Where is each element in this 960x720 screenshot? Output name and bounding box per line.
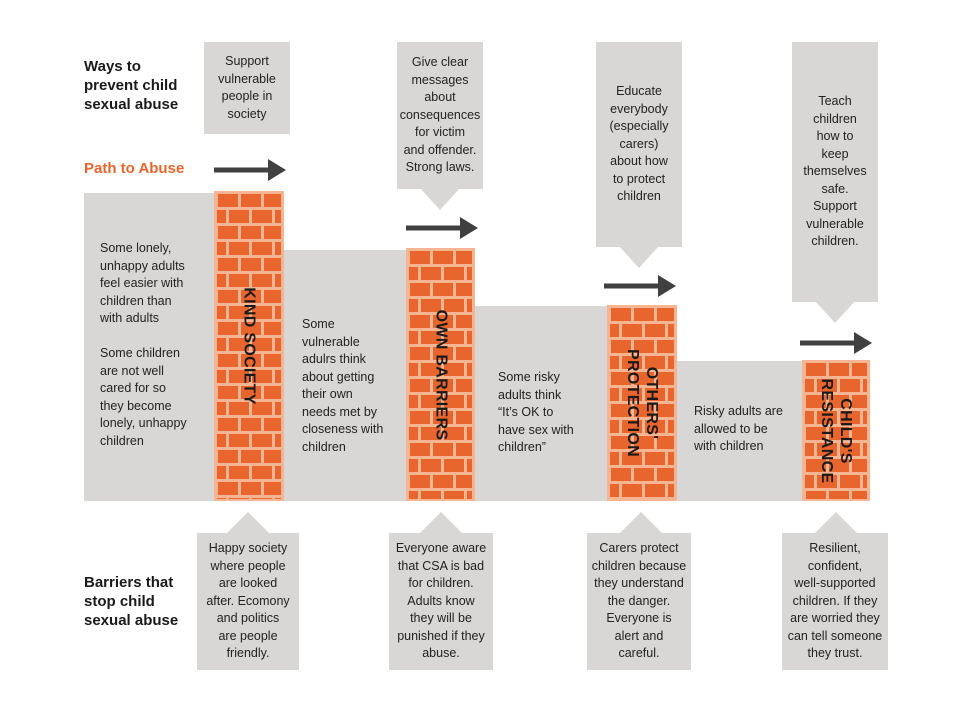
brick [668,420,674,433]
barrier-box-3-pointer [619,512,663,534]
brick [217,434,226,447]
ways-box-2-pointer [420,188,460,212]
wall-label-kind-society: KIND SOCIETY [240,287,258,405]
step-3-text: Some risky adults think “It’s OK to have sex with children” [498,370,574,454]
brick [264,418,281,431]
brick [410,411,430,424]
brick [217,306,226,319]
brick [218,418,238,431]
brick [264,322,281,335]
brick [275,402,281,415]
brick [275,338,281,351]
brick [433,251,453,264]
brick [241,450,261,463]
brick [217,338,226,351]
brick [467,491,472,499]
brick [217,466,226,479]
ways-box-1: Support vulnerable people in society [204,42,290,134]
brick [611,308,631,321]
barrier-box-4-pointer [814,512,858,534]
step-2-text: Some vulnerable adulrs think about getting their own needs met by closeness with children [302,317,384,454]
brick [241,482,261,495]
brick [657,308,674,321]
brick [275,242,281,255]
brick [218,450,238,463]
ways-box-4-pointer [815,301,855,325]
brick [229,210,249,223]
brick [456,283,472,296]
brick [805,411,814,424]
path-arrow-3 [604,273,678,299]
brick [241,194,261,207]
brick [217,402,226,415]
brick [275,498,281,499]
brick [634,468,654,481]
brick [252,210,272,223]
wall-childs-resistance [802,360,870,501]
brick [456,347,472,360]
brick [433,283,453,296]
ways-box-2: Give clear messages about consequences for victim and offender. Strong laws. [397,42,483,189]
brick [806,363,826,376]
brick [410,347,430,360]
brick [421,459,441,472]
brick [409,299,418,312]
brick [657,468,674,481]
brick [622,324,642,337]
brick [264,194,281,207]
brick [264,354,281,367]
brick [456,315,472,328]
barrier-box-2-pointer [419,512,463,534]
brick [275,466,281,479]
brick [668,484,674,497]
brick [252,498,272,499]
brick [217,370,226,383]
brick [252,466,272,479]
brick [409,427,418,440]
brick [467,299,472,312]
brick [456,443,472,456]
brick [409,491,418,499]
brick [410,251,430,264]
brick [467,395,472,408]
brick [218,354,238,367]
brick [410,315,430,328]
ways-box-3-pointer [619,246,659,270]
brick [252,434,272,447]
brick [806,491,826,499]
brick [645,324,665,337]
path-arrow-1 [214,157,288,183]
brick [241,226,261,239]
brick [264,290,281,303]
brick [467,363,472,376]
brick [410,379,430,392]
brick [218,386,238,399]
brick [444,267,464,280]
brick [668,452,674,465]
brick [264,450,281,463]
wall-label-own-barriers: OWN BARRIERS [432,309,449,440]
brick [218,194,238,207]
brick [467,427,472,440]
brick [456,475,472,488]
brick [805,475,814,488]
brick [421,491,441,499]
brick [275,210,281,223]
wall-others-protection [607,305,677,501]
brick [264,258,281,271]
brick [218,226,238,239]
step-4-text: Risky adults are allowed to be with children [694,404,783,453]
brick [433,475,453,488]
brick [863,411,867,424]
brick [456,251,472,264]
brick [668,388,674,401]
brick [852,363,867,376]
brick [444,491,464,499]
brick [217,498,226,499]
brick [863,475,867,488]
brick [229,466,249,479]
brick [610,388,619,401]
brick [409,331,418,344]
wall-label-others-protection: OTHERS' PROTECTION [624,349,660,457]
path-to-abuse-label: Path to Abuse [84,160,185,177]
brick [229,274,249,287]
brick [275,434,281,447]
brick [241,258,261,271]
ways-heading: Ways to prevent child sexual abuse [84,58,179,113]
brick [410,283,430,296]
wall-own-barriers [406,248,475,501]
brick [444,459,464,472]
brick [610,324,619,337]
brick [610,452,619,465]
brick [421,267,441,280]
brick [610,484,619,497]
brick [610,420,619,433]
brick [467,267,472,280]
barrier-box-4: Resilient, confident, well-supported children. If they are worried they can tell someone they trust. [782,533,888,670]
brick [622,484,642,497]
barrier-box-1-pointer [226,512,270,534]
path-arrow-2 [406,215,480,241]
brick [252,242,272,255]
brick [410,443,430,456]
brick [433,443,453,456]
brick [218,482,238,495]
brick [264,226,281,239]
brick [217,274,226,287]
brick [409,459,418,472]
brick [634,308,654,321]
brick [829,491,849,499]
brick [264,482,281,495]
brick [410,475,430,488]
brick [409,267,418,280]
brick [805,379,814,392]
barrier-box-2: Everyone aware that CSA is bad for children. Adults know they will be punished if they abuse. [389,533,493,670]
brick [409,363,418,376]
path-arrow-4 [800,330,874,356]
brick [668,324,674,337]
brick [456,379,472,392]
brick [229,434,249,447]
brick [217,210,226,223]
barrier-box-1: Happy society where people are looked after. Ecomony and politics are people friendly. [197,533,299,670]
wall-label-childs-resistance: CHILD'S RESISTANCE [818,378,854,483]
brick [229,498,249,499]
brick [611,468,631,481]
barriers-heading: Barriers that stop child sexual abuse [84,574,179,629]
brick [218,258,238,271]
barrier-box-3: Carers protect children because they understand the danger. Everyone is alert and careful. [587,533,691,670]
ways-box-3: Educate everybody (especially carers) about how to protect children [596,42,682,247]
brick [229,242,249,255]
brick [264,386,281,399]
brick [805,443,814,456]
brick [252,274,272,287]
brick [668,356,674,369]
brick [645,484,665,497]
ways-box-4: Teach children how to keep themselves safe. Support vulnerable children. [792,42,878,302]
brick [275,306,281,319]
brick [610,356,619,369]
brick [852,491,867,499]
step-1-text: Some lonely, unhappy adults feel easier with children than with adults Some children are not well cared for so they become lonely, unhappy children [100,241,187,448]
brick [218,322,238,335]
brick [218,290,238,303]
brick [456,411,472,424]
brick [863,379,867,392]
brick [467,459,472,472]
brick [863,443,867,456]
wall-kind-society [214,191,284,501]
brick [275,274,281,287]
brick [241,418,261,431]
brick [275,370,281,383]
brick [829,363,849,376]
brick [467,331,472,344]
brick [217,242,226,255]
brick [409,395,418,408]
